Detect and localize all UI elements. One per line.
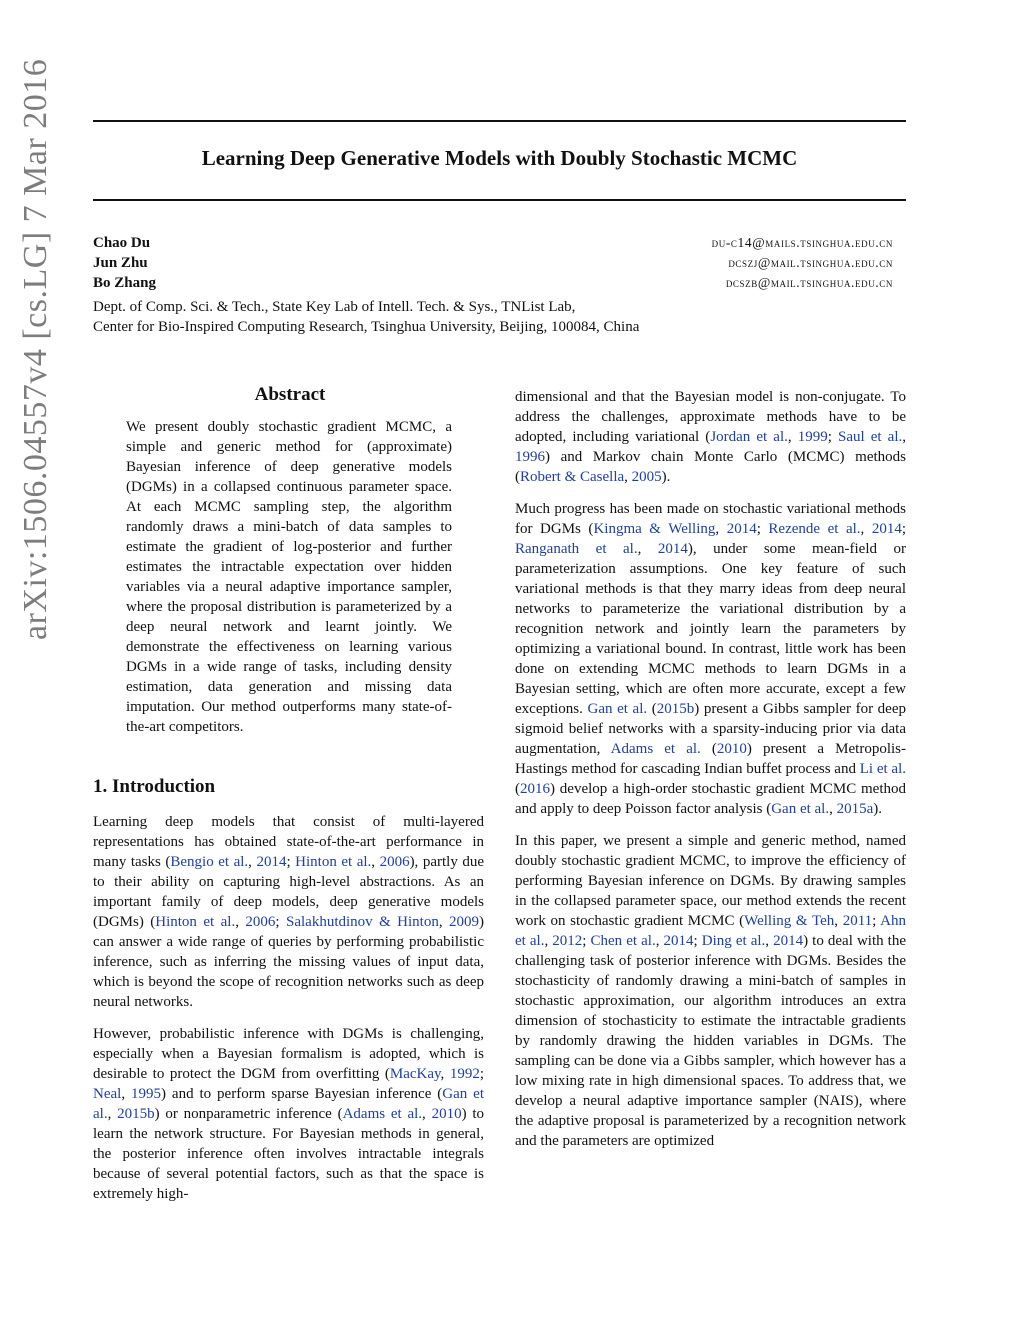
citation-link[interactable]: Salakhutdinov & Hinton <box>286 914 439 930</box>
citation-link[interactable]: MacKay <box>389 1066 441 1082</box>
body-text: , <box>371 854 380 870</box>
body-text: ) can answer a wide range of queries by performing probabilistic inference, such as inferring the missing values of input data, which is beyond the scope of recognition networks such as deep neural networks. <box>93 914 485 1010</box>
abstract-text: We present doubly stochastic gradient MCMC, a simple and generic method for (approximate) Bayesian inference of deep generative models (DGMs) in a collapsed continuous parameter space. At each MCMC sampling step, the algorithm randomly draws a mini-batch of data samples to estimate the gradient of log-posterior and further estimates the intractable expectation over hidden variables via a neural adaptive importance sampler, where the proposal distribution is parameterized by a deep neural network and learnt jointly. We demonstrate the effectiveness on learning various DGMs in a wide range of tasks, including density estimation, data generation and missing data imputation. Our method outperforms many state-of-the-art competitors. <box>126 419 452 735</box>
citation-link[interactable]: Adams et al. <box>610 741 701 757</box>
citation-link[interactable]: 2014 <box>663 933 694 949</box>
body-text: ), partly due to their ability on capturing high-level abstractions. As an important family of deep models, deep generative models (DGMs) ( <box>93 854 485 930</box>
body-text: , <box>715 521 727 537</box>
body-text: ; <box>286 854 296 870</box>
author-row <box>93 255 893 275</box>
citation-link[interactable]: Ding et al. <box>701 933 766 949</box>
citation-link[interactable]: Adams et al. <box>342 1106 423 1122</box>
body-text: ; <box>827 429 838 445</box>
body-text: , <box>440 1066 450 1082</box>
body-text: ). <box>873 801 883 817</box>
citation-link[interactable]: Gan et al. <box>771 801 830 817</box>
citation-link[interactable]: 2011 <box>842 913 873 929</box>
body-text: , <box>637 541 658 557</box>
citation-link[interactable]: Ranganath et al. <box>515 541 638 557</box>
citation-link[interactable]: 1999 <box>797 429 828 445</box>
citation-link[interactable]: Hinton et al. <box>295 854 372 870</box>
body-text: ; <box>901 521 907 537</box>
author-name: Bo Zhang <box>93 275 156 291</box>
paper-title: Learning Deep Generative Models with Doubly Stochastic MCMC <box>201 146 798 170</box>
author-name: Chao Du <box>93 235 151 251</box>
citation-link[interactable]: 2010 <box>716 741 747 757</box>
body-text: , <box>655 933 664 949</box>
citation-link[interactable]: Saul et al. <box>838 429 903 445</box>
author-row <box>93 235 893 255</box>
body-text: ; <box>582 933 591 949</box>
body-text: Learning deep models that consist of multi-layered representations has obtained state-of-the-art performance in many tasks ( <box>93 814 484 870</box>
citation-link[interactable]: Ahn et al. <box>515 913 906 949</box>
body-text: , <box>860 521 872 537</box>
paragraph <box>515 387 906 487</box>
citation-link[interactable]: 2010 <box>431 1106 462 1122</box>
author-email[interactable]: dcszb@mail.tsinghua.edu.cn <box>725 275 893 290</box>
body-text: , <box>544 933 553 949</box>
citation-link[interactable]: 2016 <box>520 781 550 797</box>
body-text: , <box>765 933 774 949</box>
citation-link[interactable]: 1996 <box>515 449 545 465</box>
citation-link[interactable]: 2014 <box>871 521 902 537</box>
body-text: dimensional and that the Bayesian model is non-conjugate. To address the challenges, approximate methods have to be adopted, including variational ( <box>515 389 906 445</box>
paragraph <box>93 1024 484 1204</box>
body-text: ) and to perform sparse Bayesian inference ( <box>161 1086 443 1102</box>
citation-link[interactable]: 1992 <box>449 1066 480 1082</box>
body-text: , <box>438 914 450 930</box>
body-text: ), under some mean-field or parameterization assumptions. One key feature of such variational methods is that they marry ideas from deep neural networks to parameterize the variational distribution by a recognition network and jointly learn the parameters by optimizing a variational bound. In contrast, little work has been done on extending MCMC methods to learn DGMs in a Bayesian setting, which are often more accurate, except a few exceptions. <box>515 541 907 717</box>
citation-link[interactable]: 2006 <box>245 914 276 930</box>
body-text: ; <box>693 933 702 949</box>
citation-link[interactable]: 2009 <box>449 914 480 930</box>
introduction-heading: 1. Introduction <box>93 776 216 797</box>
citation-link[interactable]: 1995 <box>131 1086 161 1102</box>
right-column-body <box>515 387 906 1163</box>
citation-link[interactable]: Hinton et al. <box>155 914 236 930</box>
affiliation-line-1: Dept. of Comp. Sci. & Tech., State Key Lab of Intell. Tech. & Sys., TNList Lab, <box>93 299 576 315</box>
title-rule-bottom <box>93 199 906 201</box>
body-text: , <box>624 469 632 485</box>
author-email[interactable]: dcszj@mail.tsinghua.edu.cn <box>728 255 893 270</box>
citation-link[interactable]: Rezende et al. <box>768 521 861 537</box>
body-text: ( <box>515 781 520 797</box>
body-text: ( <box>700 741 717 757</box>
citation-link[interactable]: Jordan et al. <box>710 429 788 445</box>
citation-link[interactable]: 2015b <box>117 1106 155 1122</box>
affiliation-line-2: Center for Bio-Inspired Computing Research, Tsinghua University, Beijing, 100084, China <box>93 319 640 335</box>
citation-link[interactable]: Welling & Teh <box>744 913 835 929</box>
citation-link[interactable]: 2015b <box>656 701 695 717</box>
author-row <box>93 275 893 295</box>
body-text: , <box>902 429 907 445</box>
body-text: , <box>235 914 246 930</box>
citation-link[interactable]: 2006 <box>379 854 410 870</box>
citation-link[interactable]: 2014 <box>657 541 688 557</box>
body-text: However, probabilistic inference with DGMs is challenging, especially when a Bayesian formalism is adopted, which is desirable to protect the DGM from overfitting ( <box>93 1026 484 1082</box>
body-text: , <box>422 1106 432 1122</box>
body-text: , <box>829 801 837 817</box>
body-text: , <box>787 429 798 445</box>
citation-link[interactable]: 2015a <box>836 801 874 817</box>
body-text: ; <box>479 1066 484 1082</box>
body-text: ) to learn the network structure. For Bayesian methods in general, the posterior inference often involves intractable integrals because of several potential factors, such as that the space is extremely high- <box>93 1106 484 1202</box>
paragraph <box>93 812 484 1012</box>
citation-link[interactable]: Bengio et al. <box>170 854 249 870</box>
citation-link[interactable]: 2014 <box>256 854 287 870</box>
left-column-body <box>93 812 484 1216</box>
body-text: ; <box>756 521 769 537</box>
body-text: ( <box>647 701 657 717</box>
citation-link[interactable]: Chen et al. <box>590 933 656 949</box>
citation-link[interactable]: Kingma & Welling <box>593 521 716 537</box>
citation-link[interactable]: Neal <box>93 1086 122 1102</box>
author-name: Jun Zhu <box>93 255 148 271</box>
paragraph <box>515 499 906 819</box>
body-text: Much progress has been made on stochastic variational methods for DGMs ( <box>515 501 906 537</box>
author-email[interactable]: du-c14@mails.tsinghua.edu.cn <box>711 235 893 250</box>
body-text: In this paper, we present a simple and generic method, named doubly stochastic gradient MCMC, to improve the efficiency of performing Bayesian inference on DGMs. By drawing samples in the collapsed parameter space, our method extends the recent work on stochastic gradient MCMC ( <box>515 833 906 929</box>
citation-link[interactable]: Robert & Casella <box>520 469 625 485</box>
body-text: ) develop a high-order stochastic gradient MCMC method and apply to deep Poisson factor analysis ( <box>515 781 906 817</box>
body-text: , <box>834 913 843 929</box>
body-text: ). <box>661 469 671 485</box>
body-text: , <box>107 1106 118 1122</box>
citation-link[interactable]: Gan et al. <box>587 701 648 717</box>
citation-link[interactable]: Li et al. <box>859 761 906 777</box>
citation-link[interactable]: 2012 <box>552 933 583 949</box>
body-text: ) to deal with the challenging task of posterior inference with DGMs. Besides the stochasticity of randomly drawing a mini-batch of samples in stochastic approximation, our algorithm introduces an extra dimension of stochasticity to estimate the intractable gradients by randomly drawing the hidden variables in DGMs. The sampling can be done via a Gibbs sampler, which however has a low mixing rate in high dimensional spaces. To address that, we develop a neural adaptive importance sampler (NAIS), where the adaptive proposal is parameterized by a recognition network and the parameters are optimized <box>515 933 906 1149</box>
body-text: ) present a Gibbs sampler for deep sigmoid belief networks with a sparsity-inducing prior via data augmentation, <box>515 701 906 757</box>
body-text: , <box>248 854 257 870</box>
body-text: ) or nonparametric inference ( <box>154 1106 343 1122</box>
abstract-heading: Abstract <box>254 384 326 405</box>
title-rule-top <box>93 120 906 122</box>
body-text: , <box>121 1086 131 1102</box>
citation-link[interactable]: 2005 <box>631 469 662 485</box>
body-text: ) present a Metropolis-Hastings method for cascading Indian buffet process and <box>515 741 906 777</box>
body-text: ; <box>275 914 286 930</box>
body-text: ; <box>872 913 881 929</box>
citation-link[interactable]: Gan et al. <box>93 1086 484 1122</box>
citation-link[interactable]: 2014 <box>773 933 804 949</box>
body-text: ) and Markov chain Monte Carlo (MCMC) methods ( <box>515 449 906 485</box>
citation-link[interactable]: 2014 <box>726 521 757 537</box>
arxiv-stamp: arXiv:1506.04557v4 [cs.LG] 7 Mar 2016 <box>17 58 54 640</box>
paragraph <box>515 831 906 1151</box>
